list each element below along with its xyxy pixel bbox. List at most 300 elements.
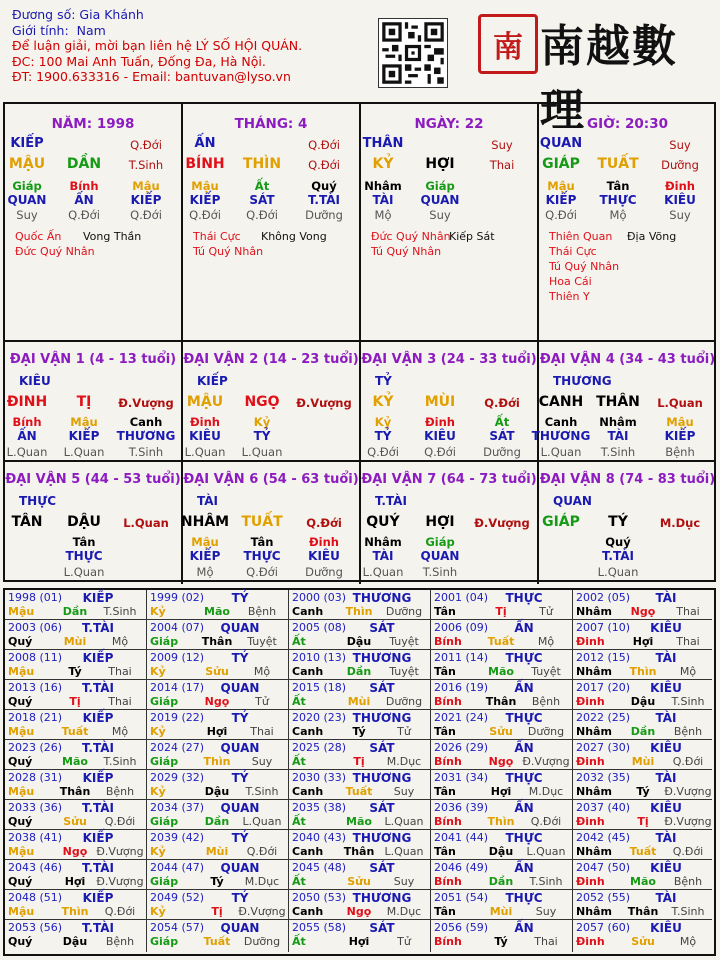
year-label: 2010 (13) (292, 651, 347, 664)
hidden-stem: Giáp (425, 535, 455, 549)
hidden-ten-god: SÁT (489, 429, 515, 443)
hidden-stem: Tân (72, 535, 96, 549)
year-status: Thai (250, 725, 274, 738)
year-label: 2005 (08) (292, 621, 347, 634)
year-branch: Mão (346, 815, 372, 828)
luck-title: ĐẠI VẬN 6 (54 - 63 tuổi) (183, 472, 359, 487)
year-status: Tuyệt (247, 635, 277, 648)
year-branch: Thìn (345, 605, 373, 618)
year-ten-god: QUAN (220, 861, 260, 875)
year-label: 2054 (57) (150, 921, 205, 934)
year-ten-god: TỶ (231, 651, 249, 665)
branch-status: Q.Đới (306, 516, 342, 530)
year-cell (289, 860, 431, 890)
pillar-cell (539, 104, 716, 342)
pillar-title: NGÀY: 22 (414, 116, 484, 132)
year-status: Tuyệt (389, 665, 419, 678)
earthly-branch: DẬU (67, 514, 101, 530)
year-label: 2030 (33) (292, 771, 347, 784)
year-status: T.Sinh (103, 755, 137, 768)
hidden-ten-god: KIÊU (308, 549, 340, 563)
year-cell (5, 620, 147, 650)
year-branch: Mão (630, 875, 656, 888)
year-stem: Mậu (8, 905, 35, 918)
year-label: 2008 (11) (8, 651, 63, 664)
year-label: 2012 (15) (576, 651, 631, 664)
year-ten-god: KIÊU (650, 801, 682, 815)
year-stem: Tân (434, 665, 456, 678)
year-label: 2029 (32) (150, 771, 205, 784)
year-stem: Đinh (576, 755, 605, 768)
hidden-status: L.Quan (63, 565, 105, 579)
hidden-ten-god: KIẾP (130, 193, 162, 207)
year-stem: Kỷ (150, 725, 166, 738)
year-branch: Ngọ (204, 695, 230, 708)
year-status: M.Dục (386, 905, 422, 918)
year-stem: Bính (434, 695, 462, 708)
year-label: 2037 (40) (576, 801, 631, 814)
year-stem: Mậu (8, 785, 35, 798)
year-branch: Hợi (490, 785, 512, 798)
year-cell (573, 680, 712, 710)
luck-title: ĐẠI VẬN 2 (14 - 23 tuổi) (183, 352, 359, 367)
year-cell (5, 770, 147, 800)
year-status: Mộ (253, 665, 271, 678)
pillar-stem-status: Q.Đới (308, 138, 340, 152)
year-ten-god: KIÊU (650, 861, 682, 875)
year-status: T.Sinh (671, 695, 705, 708)
year-status: Q.Đới (672, 845, 704, 858)
year-status: L.Quan (242, 815, 282, 828)
year-status: M.Dục (528, 785, 564, 798)
year-label: 2055 (58) (292, 921, 347, 934)
year-status: Bệnh (247, 605, 277, 618)
year-branch: Dần (630, 725, 656, 738)
year-stem: Ất (292, 935, 306, 948)
year-label: 2021 (24) (434, 711, 489, 724)
year-status: T.Sinh (245, 785, 279, 798)
year-status: Tuyệt (389, 635, 419, 648)
earthly-branch: HỢI (425, 156, 455, 172)
year-stem: Mậu (8, 665, 35, 678)
year-label: 1998 (01) (8, 591, 63, 604)
year-status: T.Sinh (103, 605, 137, 618)
year-label: 2033 (36) (8, 801, 63, 814)
hidden-stem: Đinh (425, 415, 455, 429)
year-cell (147, 650, 289, 680)
year-stem: Giáp (150, 755, 179, 768)
year-branch: Thân (627, 905, 659, 918)
year-branch: Hợi (206, 725, 228, 738)
hidden-status: Q.Đới (246, 565, 278, 579)
year-stem: Canh (292, 905, 324, 918)
branch-status: Thai (489, 158, 515, 172)
year-stem: Canh (292, 845, 324, 858)
pillar-ten-god: ẤN (194, 136, 216, 151)
year-cell (147, 860, 289, 890)
year-stem: Bính (434, 815, 462, 828)
hidden-stem: Mậu (132, 179, 160, 193)
qr-code-icon[interactable] (378, 18, 448, 88)
hidden-status: L.Quan (597, 565, 639, 579)
year-branch: Mùi (347, 695, 371, 708)
year-ten-god: ẤN (514, 741, 534, 755)
seal-glyph: 南 (493, 30, 523, 65)
hidden-stem: Mậu (191, 179, 219, 193)
branch-status: L.Quan (123, 516, 169, 530)
year-label: 2031 (34) (434, 771, 489, 784)
hidden-stem: Quý (605, 535, 631, 549)
year-stem: Đinh (576, 875, 605, 888)
hidden-status: L.Quan (63, 445, 105, 459)
annual-luck-table (3, 588, 716, 956)
shen-sha-star: Đức Quý Nhân (371, 230, 451, 243)
shen-sha-star: Thiên Quan (549, 230, 613, 243)
branch-status: Q.Đới (308, 158, 340, 172)
year-status: Mộ (111, 635, 129, 648)
year-status: Đ.Vượng (664, 815, 712, 828)
year-label: 2006 (09) (434, 621, 489, 634)
hidden-ten-god: KIẾP (189, 549, 221, 563)
year-label: 2024 (27) (150, 741, 205, 754)
year-status: Bệnh (105, 785, 135, 798)
year-stem: Canh (292, 785, 324, 798)
year-branch: Thìn (487, 815, 515, 828)
year-ten-god: SÁT (369, 921, 395, 935)
year-label: 2040 (43) (292, 831, 347, 844)
year-ten-god: ẤN (514, 861, 534, 875)
heavenly-stem: KỶ (372, 156, 394, 172)
heavenly-stem: KỶ (372, 394, 394, 410)
year-stem: Mậu (8, 725, 35, 738)
year-ten-god: TÀI (655, 591, 677, 605)
year-ten-god: TỶ (231, 591, 249, 605)
year-cell (431, 830, 573, 860)
year-branch: Mùi (63, 635, 87, 648)
year-label: 2032 (35) (576, 771, 631, 784)
year-ten-god: KIÊU (650, 681, 682, 695)
year-cell (573, 830, 712, 860)
earthly-branch: NGỌ (244, 394, 280, 410)
year-label: 2015 (18) (292, 681, 347, 694)
hidden-status: L.Quan (6, 445, 48, 459)
hidden-stem: Quý (311, 179, 337, 193)
hidden-ten-god: TÀI (372, 549, 394, 563)
hidden-ten-god: KIÊU (189, 429, 221, 443)
hidden-stem: Kỷ (374, 415, 392, 429)
hidden-stem: Đinh (309, 535, 339, 549)
year-label: 2000 (03) (292, 591, 347, 604)
branch-status: M.Dục (659, 516, 701, 530)
year-label: 2047 (50) (576, 861, 631, 874)
year-stem: Tân (434, 785, 456, 798)
shen-sha-star: Quốc Ấn (15, 230, 62, 243)
year-cell (147, 590, 289, 620)
phone-email[interactable]: ĐT: 1900.633316 - Email: bantuvan@lyso.vn (12, 69, 291, 85)
branch-status: Đ.Vượng (474, 516, 530, 530)
year-branch: Hợi (632, 635, 654, 648)
year-cell (147, 710, 289, 740)
luck-pillar-cell (180, 462, 361, 584)
year-cell (5, 680, 147, 710)
year-label: 2038 (41) (8, 831, 63, 844)
year-status: Suy (535, 905, 557, 918)
year-ten-god: THỰC (505, 711, 543, 725)
year-status: Dưỡng (243, 935, 281, 948)
heavenly-stem: NHÂM (180, 514, 230, 530)
year-status: M.Dục (386, 755, 422, 768)
year-status: Đ.Vượng (96, 875, 144, 888)
year-branch: Mùi (205, 845, 229, 858)
year-status: Thai (108, 695, 132, 708)
luck-title: ĐẠI VẬN 5 (44 - 53 tuổi) (5, 472, 181, 487)
year-branch: Ngọ (62, 845, 88, 858)
year-label: 2035 (38) (292, 801, 347, 814)
year-branch: Thân (59, 785, 91, 798)
year-ten-god: SÁT (369, 741, 395, 755)
hidden-status: T.Sinh (128, 445, 164, 459)
year-label: 2039 (42) (150, 831, 205, 844)
hidden-ten-god: TỶ (253, 429, 271, 443)
year-branch: Hợi (348, 935, 370, 948)
year-ten-god: KIẾP (82, 651, 114, 665)
year-cell (431, 800, 573, 830)
year-cell (431, 890, 573, 920)
year-branch: Tuất (203, 935, 231, 948)
year-branch: Dậu (488, 845, 514, 858)
year-label: 2001 (04) (434, 591, 489, 604)
heavenly-stem: QUÝ (366, 514, 400, 530)
hidden-ten-god: TÀI (372, 193, 394, 207)
hidden-stem: Giáp (12, 179, 42, 193)
year-stem: Tân (434, 905, 456, 918)
year-status: Tử (539, 605, 553, 618)
hidden-ten-god: THỰC (243, 549, 281, 563)
luck-pillar-cell (5, 342, 183, 462)
pillar-cell (361, 104, 539, 342)
year-ten-god: TÀI (655, 891, 677, 905)
hidden-ten-god: THƯƠNG (116, 429, 176, 443)
earthly-branch: TỊ (76, 394, 92, 410)
hidden-stem: Đinh (190, 415, 220, 429)
year-label: 2046 (49) (434, 861, 489, 874)
hidden-stem: Nhâm (599, 415, 637, 429)
hidden-status: Suy (429, 208, 451, 222)
hidden-ten-god: THỰC (65, 549, 103, 563)
year-cell (5, 890, 147, 920)
year-cell (573, 890, 712, 920)
year-branch: Hợi (64, 875, 86, 888)
year-stem: Tân (434, 605, 456, 618)
pillar-ten-god: QUAN (539, 136, 583, 151)
year-stem: Bính (434, 875, 462, 888)
year-ten-god: THỰC (505, 891, 543, 905)
year-stem: Đinh (576, 935, 605, 948)
year-status: Suy (393, 785, 415, 798)
year-ten-god: TỶ (231, 711, 249, 725)
year-status: Q.Đới (530, 815, 562, 828)
brand-calligraphy: 南越數理 (540, 21, 678, 136)
heavenly-stem: ĐINH (6, 394, 48, 410)
hidden-stem: Nhâm (364, 179, 402, 193)
hidden-ten-god: QUAN (420, 549, 460, 563)
year-branch: Tý (636, 785, 650, 798)
year-label: 1999 (02) (150, 591, 205, 604)
hidden-stem: Tân (250, 535, 274, 549)
heavenly-stem: TÂN (11, 514, 43, 530)
year-label: 2023 (26) (8, 741, 63, 754)
year-cell (147, 680, 289, 710)
year-cell (573, 710, 712, 740)
header-info (12, 7, 372, 85)
year-branch: Dậu (346, 635, 372, 648)
year-ten-god: TÀI (655, 711, 677, 725)
hidden-status: Mộ (196, 565, 214, 579)
year-stem: Giáp (150, 695, 179, 708)
year-status: Tử (397, 725, 411, 738)
year-cell (431, 920, 573, 952)
year-stem: Kỷ (150, 605, 166, 618)
hidden-ten-god: T.TÀI (602, 549, 634, 563)
year-label: 2014 (17) (150, 681, 205, 694)
year-branch: Tý (494, 935, 508, 948)
hidden-stem: Ất (254, 179, 270, 193)
year-status: Bệnh (673, 875, 703, 888)
pillar-stem-status: Q.Đới (130, 138, 162, 152)
year-cell (431, 590, 573, 620)
hidden-status: Bệnh (665, 445, 695, 459)
hidden-status: Q.Đới (68, 208, 100, 222)
earthly-branch: TUẤT (241, 514, 283, 530)
year-ten-god: T.TÀI (82, 861, 114, 875)
year-branch: Dần (346, 665, 372, 678)
hidden-status: Q.Đới (367, 445, 399, 459)
year-cell (573, 770, 712, 800)
year-ten-god: T.TÀI (82, 921, 114, 935)
year-branch: Tý (68, 665, 82, 678)
luck-pillar-cell (361, 342, 539, 462)
pillar-stem-status: Suy (669, 138, 691, 152)
hidden-ten-god: T.TÀI (308, 193, 340, 207)
hidden-status: T.Sinh (600, 445, 636, 459)
hidden-stem: Kỷ (253, 415, 271, 429)
luck-ten-god: THƯƠNG (553, 374, 612, 388)
year-branch: Tuất (629, 845, 657, 858)
hidden-status: Q.Đới (246, 208, 278, 222)
year-label: 2003 (06) (8, 621, 63, 634)
year-status: Bệnh (531, 695, 561, 708)
year-ten-god: KIẾP (82, 711, 114, 725)
year-cell (289, 920, 431, 952)
hidden-status: Suy (16, 208, 38, 222)
year-cell (431, 710, 573, 740)
year-branch: Tuất (487, 635, 515, 648)
year-cell (147, 890, 289, 920)
year-branch: Thân (201, 635, 233, 648)
hidden-ten-god: KIÊU (664, 193, 696, 207)
year-branch: Tuất (61, 725, 89, 738)
hidden-status: Mộ (374, 208, 392, 222)
year-status: Q.Đới (104, 815, 136, 828)
shen-sha-star: Thiên Y (549, 290, 590, 303)
luck-title: ĐẠI VẬN 7 (64 - 73 tuổi) (361, 472, 537, 487)
year-label: 2052 (55) (576, 891, 631, 904)
luck-ten-god: TỶ (375, 374, 392, 388)
hidden-stem: Bính (12, 415, 42, 429)
year-status: Dưỡng (385, 695, 423, 708)
luck-pillar-cell (531, 342, 716, 462)
hidden-ten-god: TỶ (374, 429, 392, 443)
year-status: Mộ (679, 935, 697, 948)
year-cell (5, 830, 147, 860)
year-cell (573, 860, 712, 890)
year-stem: Ất (292, 875, 306, 888)
year-label: 2041 (44) (434, 831, 489, 844)
year-cell (5, 860, 147, 890)
year-status: Bệnh (105, 935, 135, 948)
year-label: 2026 (29) (434, 741, 489, 754)
year-label: 2011 (14) (434, 651, 489, 664)
hidden-status: Q.Đới (130, 208, 162, 222)
luck-pillar-cell (539, 462, 716, 584)
year-cell (289, 830, 431, 860)
year-branch: Thìn (629, 665, 657, 678)
pillar-title: NĂM: 1998 (51, 116, 135, 132)
year-ten-god: ẤN (514, 921, 534, 935)
year-stem: Nhâm (576, 725, 612, 738)
branch-status: Đ.Vượng (118, 396, 174, 410)
owner-name: Đương số: Gia Khánh (12, 7, 144, 22)
year-branch: Tuất (345, 785, 373, 798)
year-ten-god: TỶ (231, 831, 249, 845)
year-branch: Sửu (63, 815, 87, 828)
year-stem: Bính (434, 935, 462, 948)
year-status: Tuyệt (531, 665, 561, 678)
hidden-stem: Mậu (547, 179, 575, 193)
year-cell (147, 830, 289, 860)
earthly-branch: TUẤT (597, 156, 639, 172)
year-stem: Nhâm (576, 605, 612, 618)
shen-sha-star: Tú Quý Nhân (549, 260, 620, 273)
hidden-stem: Ất (494, 415, 510, 429)
year-label: 2027 (30) (576, 741, 631, 754)
year-label: 2028 (31) (8, 771, 63, 784)
year-stem: Canh (292, 665, 324, 678)
year-label: 2056 (59) (434, 921, 489, 934)
year-stem: Mậu (8, 605, 35, 618)
year-stem: Bính (434, 755, 462, 768)
year-branch: Tị (69, 695, 81, 708)
year-status: Đ.Vượng (522, 755, 570, 768)
year-label: 2019 (22) (150, 711, 205, 724)
hidden-ten-god: KIẾP (545, 193, 577, 207)
year-stem: Quý (8, 815, 33, 828)
year-cell (289, 620, 431, 650)
luck-pillar-cell (361, 462, 539, 584)
year-status: Tử (255, 695, 269, 708)
year-label: 2002 (05) (576, 591, 631, 604)
year-label: 2016 (19) (434, 681, 489, 694)
year-branch: Dậu (630, 695, 656, 708)
year-cell (5, 590, 147, 620)
year-cell (573, 920, 712, 952)
year-stem: Quý (8, 875, 33, 888)
year-branch: Tý (352, 725, 366, 738)
year-status: Q.Đới (246, 845, 278, 858)
year-branch: Dần (204, 815, 230, 828)
hidden-status: Dưỡng (483, 445, 521, 459)
year-stem: Kỷ (150, 785, 166, 798)
